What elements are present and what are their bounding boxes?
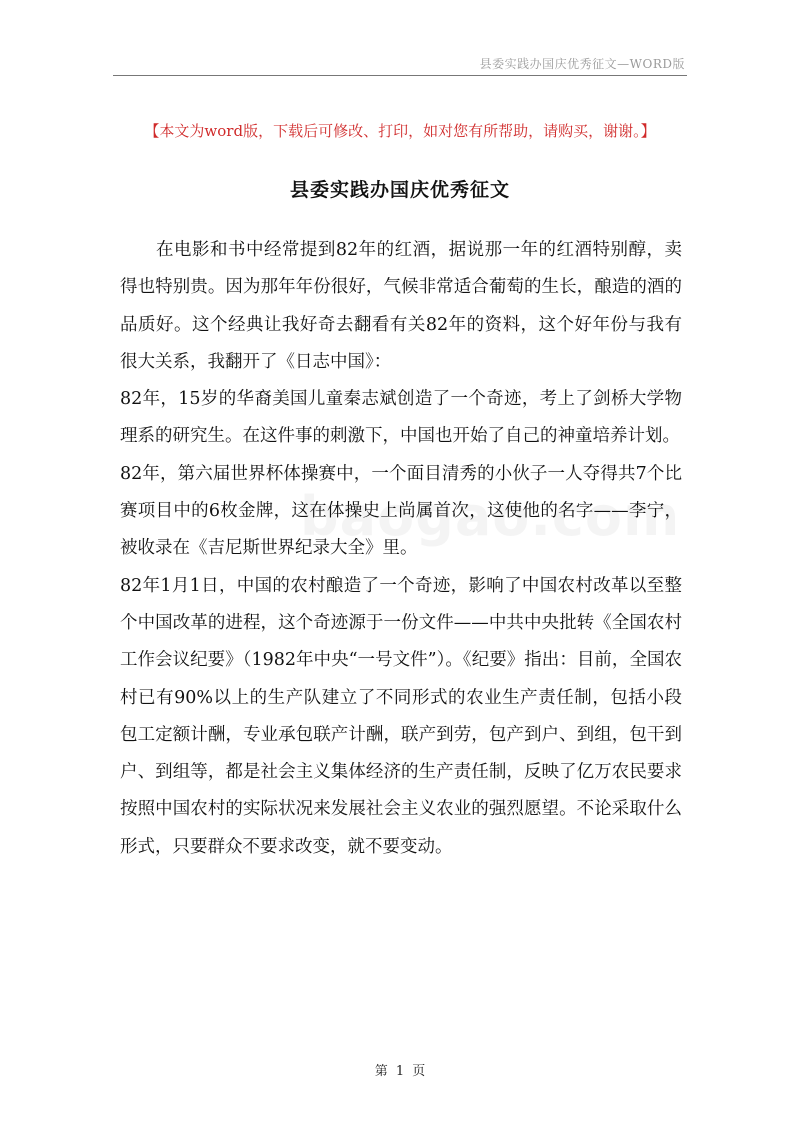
- running-header: 县委实践办国庆优秀征文—WORD版: [479, 57, 685, 71]
- page-suffix: 页: [412, 1064, 426, 1079]
- page-number: 1: [395, 1064, 405, 1079]
- download-notice: 【本文为word版，下载后可修改、打印，如对您有所帮助，请购买，谢谢。】: [144, 122, 656, 140]
- document-title: 县委实践办国庆优秀征文: [289, 179, 510, 201]
- header-divider: [113, 75, 687, 76]
- page-prefix: 第: [374, 1064, 388, 1079]
- paragraph-intro: 在电影和书中经常提到82年的红酒，据说那一年的红酒特别醇，卖得也特别贵。因为那年年份很好，气候非常适合葡萄的生长，酿造的酒的品质好。这个经典让我好奇去翻看有关82年的资料，这个好年份与我有很大关系，我翻开了《日志中国》：: [120, 240, 682, 372]
- page-footer: [0, 1060, 800, 1079]
- paragraph-li-ning: 82年，第六届世界杯体操赛中，一个面目清秀的小伙子一人夺得共7个比赛项目中的6枚金牌，这在体操史上尚属首次，这使他的名字——李宁，被收录在《吉尼斯世界纪录大全》里。: [120, 463, 682, 559]
- paragraph-qin-zhibin: 82年，15岁的华裔美国儿童秦志斌创造了一个奇迹，考上了剑桥大学物理系的研究生。在这件事的刺激下，中国也开始了自己的神童培养计划。: [120, 389, 682, 447]
- paragraph-rural-reform: 82年1月1日，中国的农村酿造了一个奇迹，影响了中国农村改革以至整个中国改革的进程，这个奇迹源于一份文件——中共中央批转《全国农村工作会议纪要》（1982年中央“一号文件”）。《纪要》指出：目前，全国农村已有90%以上的生产队建立了不同形式的农业生产责任制，包括小段包工定额计酬，专业承包联产计酬，联产到劳，包产到户、到组，包干到户、到组等，都是社会主义集体经济的生产责任制，反映了亿万农民要求按照中国农村的实际状况来发展社会主义农业的强烈愿望。不论采取什么形式，只要群众不要求改变，就不要变动。: [120, 575, 682, 857]
- document-body: [120, 232, 682, 866]
